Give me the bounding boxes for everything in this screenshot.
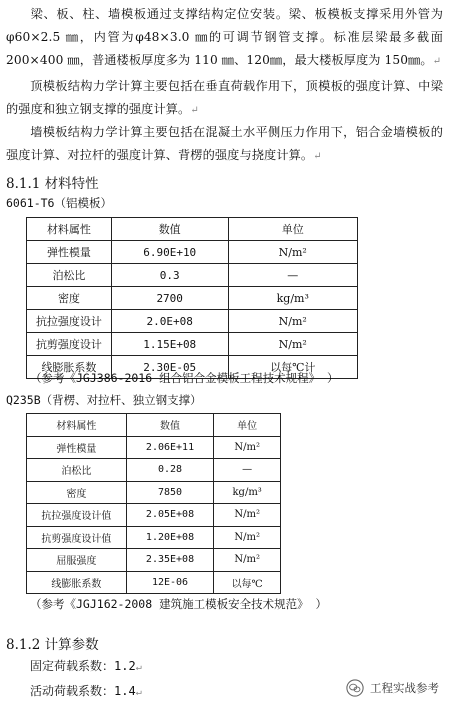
- paragraph-mark-icon: ↵: [190, 104, 199, 116]
- table-cell: 抗剪强度设计值: [27, 526, 127, 549]
- paragraph-mark-icon: ↵: [432, 55, 442, 67]
- paragraph-mark-icon: ↵: [135, 662, 142, 673]
- table-cell: 2.06E+11: [126, 436, 214, 459]
- table-cell: 12E-06: [126, 571, 214, 594]
- table-row: [27, 264, 358, 287]
- table-cell: 泊松比: [27, 459, 127, 482]
- table-cell: 2.30E-05: [111, 356, 228, 379]
- material-title-aluminum: 6061-T6（铝模板）: [6, 196, 112, 210]
- table-cell: N/m²: [214, 504, 281, 527]
- table-cell: 2.0E+08: [111, 310, 228, 333]
- table-row: [27, 287, 358, 310]
- paragraph-mark-icon: ↵: [313, 150, 322, 162]
- table-row: [27, 436, 281, 459]
- table-cell: —: [228, 264, 358, 287]
- table-cell: N/m²: [228, 241, 358, 264]
- table-row: [27, 504, 281, 527]
- table-row: [27, 481, 281, 504]
- paragraph-mark-icon: ↵: [135, 687, 142, 698]
- table-cell: N/m²: [214, 436, 281, 459]
- table-cell: 抗拉强度设计: [27, 310, 112, 333]
- table-cell: 线膨胀系数: [27, 571, 127, 594]
- table-cell: N/m²: [228, 333, 358, 356]
- paragraph-support-structure: [6, 3, 443, 73]
- table-cell: kg/m³: [214, 481, 281, 504]
- table-row: [27, 333, 358, 356]
- table-cell: 泊松比: [27, 264, 112, 287]
- table-cell: 抗拉强度设计值: [27, 504, 127, 527]
- table-row: [27, 459, 281, 482]
- table-cell: 2700: [111, 287, 228, 310]
- table-cell: 屈服强度: [27, 549, 127, 572]
- table-cell: —: [214, 459, 281, 482]
- table-cell: 2.05E+08: [126, 504, 214, 527]
- aluminum-properties-table: [26, 217, 358, 379]
- table-header-cell: 材料属性: [27, 414, 127, 437]
- table-cell: 弹性模量: [27, 241, 112, 264]
- material-title-q235b: Q235B（背楞、对拉杆、独立钢支撑）: [6, 393, 202, 407]
- paragraph-top-formwork: [6, 75, 443, 123]
- table-cell: 6.90E+10: [111, 241, 228, 264]
- table-cell: 以每℃: [214, 571, 281, 594]
- table-cell: 7850: [126, 481, 214, 504]
- table-header-cell: 单位: [228, 218, 358, 241]
- table-cell: 弹性模量: [27, 436, 127, 459]
- live-load-factor: [6, 682, 142, 699]
- watermark-text: 工程实战参考: [370, 681, 439, 695]
- paragraph-text: 顶模板结构力学计算主要包括在垂直荷载作用下，顶模板的强度计算、中梁的强度和独立钢支撑的强度计算。: [6, 79, 443, 116]
- table-cell: N/m²: [214, 549, 281, 572]
- table-cell: 密度: [27, 481, 127, 504]
- wechat-logo-icon: [346, 679, 364, 697]
- table-header-row: [27, 414, 281, 437]
- paragraph-text: 墙模板结构力学计算主要包括在混凝土水平侧压力作用下，铝合金墙模板的强度计算、对拉杆的强度计算、背楞的强度与挠度计算。: [6, 125, 443, 162]
- paragraph-wall-formwork: [6, 121, 443, 169]
- table-row: [27, 549, 281, 572]
- section-heading-calculation-parameters: 8.1.2 计算参数: [6, 637, 99, 653]
- table-cell: 2.35E+08: [126, 549, 214, 572]
- table-cell: 1.20E+08: [126, 526, 214, 549]
- table-cell: N/m²: [228, 310, 358, 333]
- table-cell: 密度: [27, 287, 112, 310]
- table-header-row: [27, 218, 358, 241]
- watermark: [346, 679, 439, 697]
- table-cell: 以每℃计: [228, 356, 358, 379]
- table-row: [27, 571, 281, 594]
- fixed-load-factor-text: 固定荷载系数：1.2: [30, 659, 136, 673]
- live-load-factor-text: 活动荷载系数：1.4: [30, 684, 136, 698]
- table-header-cell: 材料属性: [27, 218, 112, 241]
- table-header-cell: 单位: [214, 414, 281, 437]
- table-row: [27, 310, 358, 333]
- table-row: [27, 526, 281, 549]
- table-cell: N/m²: [214, 526, 281, 549]
- reference-note-jgj162: （参考《JGJ162-2008 建筑施工模板安全技术规范》 ）: [30, 597, 328, 611]
- section-heading-material-properties: 8.1.1 材料特性: [6, 176, 99, 192]
- table-cell: 0.3: [111, 264, 228, 287]
- table-cell: 线膨胀系数: [27, 356, 112, 379]
- table-cell: 抗剪强度设计: [27, 333, 112, 356]
- table-cell: 0.28: [126, 459, 214, 482]
- fixed-load-factor: [6, 657, 142, 674]
- table-row: [27, 241, 358, 264]
- steel-properties-table: [26, 413, 281, 594]
- table-cell: kg/m³: [228, 287, 358, 310]
- table-cell: 1.15E+08: [111, 333, 228, 356]
- paragraph-text: 梁、板、柱、墙模板通过支撑结构定位安装。梁、板模板支撑采用外管为φ60×2.5 ㎜，内管为φ48×3.0 ㎜的可调节钢管支撑。标准层梁最多截面 200×400 ㎜，普通楼板厚度多为 110 ㎜、120㎜，最大楼板厚度为 150㎜。: [6, 7, 443, 67]
- reference-note-jgj386: （参考《JGJ386-2016 组合铝合金模板工程技术规程》 ）: [30, 371, 339, 385]
- table-header-cell: 数值: [126, 414, 214, 437]
- table-header-cell: 数值: [111, 218, 228, 241]
